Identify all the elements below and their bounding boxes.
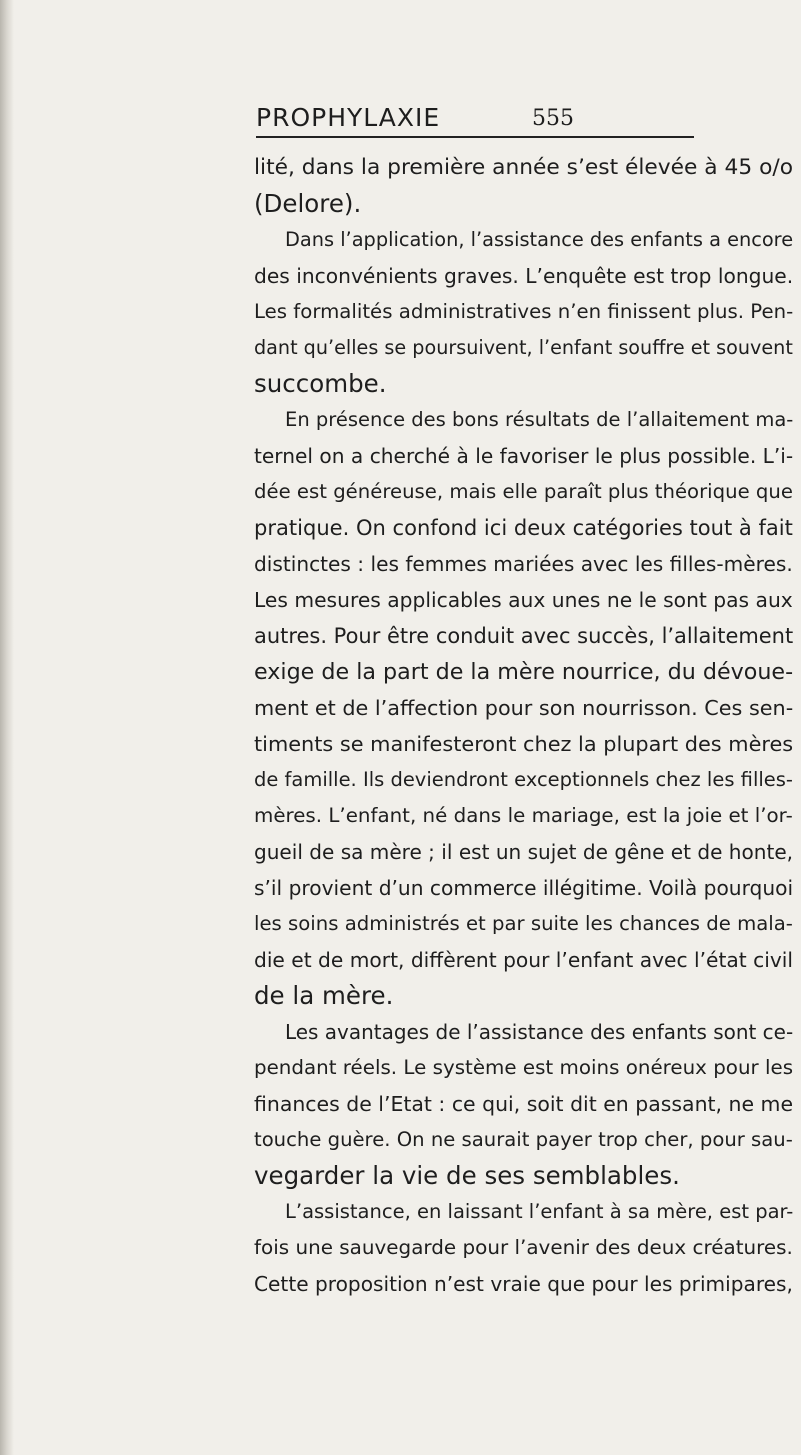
text-line: mères. L’enfant, né dans le mariage, est la joie et l’or- — [254, 804, 793, 827]
text-line: Les formalités administratives n’en finissent plus. Pen- — [254, 300, 794, 323]
text-line: lité, dans la première année s’est élevée à 45 o/o — [254, 155, 794, 180]
text-line: s’il provient d’un commerce illégitime. Voilà pourquoi — [254, 876, 794, 900]
page-edge-shadow — [0, 0, 14, 1455]
text-line: dée est généreuse, mais elle paraît plus théorique que — [254, 480, 793, 503]
text-line: fois une sauvegarde pour l’avenir des deux créatures. — [254, 1236, 793, 1259]
page-header — [256, 100, 696, 140]
text-line: ternel on a cherché à le favoriser le plus possible. L’i- — [254, 444, 794, 468]
text-line: Les mesures applicables aux unes ne le sont pas aux — [254, 588, 793, 612]
text-line: Cette proposition n’est vraie que pour les primipares, — [254, 1272, 793, 1296]
text-line: distinctes : les femmes mariées avec les filles-mères. — [254, 552, 793, 576]
text-line: finances de l’Etat : ce qui, soit dit en passant, ne me — [254, 1092, 794, 1116]
paragraph-start-line: Dans l’application, l’assistance des enfants a encore — [285, 228, 794, 251]
page-number: 555 — [532, 106, 574, 131]
text-line: les soins administrés et par suite les chances de mala- — [254, 912, 793, 935]
text-line: die et de mort, diffèrent pour l’enfant avec l’état civil — [254, 948, 794, 972]
text-line: timents se manifesteront chez la plupart des mères — [254, 732, 794, 756]
text-line: ment et de l’affection pour son nourrisson. Ces sen- — [254, 696, 794, 720]
text-line: de famille. Ils deviendront exceptionnels chez les filles- — [254, 768, 793, 791]
text-line: gueil de sa mère ; il est un sujet de gêne et de honte, — [254, 840, 794, 864]
text-line: autres. Pour être conduit avec succès, l’allaitement — [254, 624, 794, 648]
text-line: succombe. — [254, 369, 387, 398]
running-title: PROPHYLAXIE — [256, 103, 441, 132]
text-line: de la mère. — [254, 981, 394, 1010]
text-line: touche guère. On ne saurait payer trop cher, pour sau- — [254, 1128, 793, 1151]
paragraph-start-line: En présence des bons résultats de l’allaitement ma- — [285, 408, 794, 431]
text-line: des inconvénients graves. L’enquête est trop longue. — [254, 264, 794, 288]
text-line: (Delore). — [254, 189, 362, 218]
text-line: pendant réels. Le système est moins onéreux pour les — [254, 1056, 794, 1079]
text-line: exige de la part de la mère nourrice, du dévoue- — [254, 659, 794, 685]
text-line: vegarder la vie de ses semblables. — [254, 1161, 680, 1190]
header-rule — [256, 136, 694, 138]
paragraph-start-line: L’assistance, en laissant l’enfant à sa mère, est par- — [285, 1200, 794, 1223]
text-line: pratique. On confond ici deux catégories tout à fait — [254, 515, 793, 540]
paragraph-start-line: Les avantages de l’assistance des enfants sont ce- — [285, 1020, 794, 1044]
text-line: dant qu’elles se poursuivent, l’enfant souffre et souvent — [254, 336, 793, 359]
